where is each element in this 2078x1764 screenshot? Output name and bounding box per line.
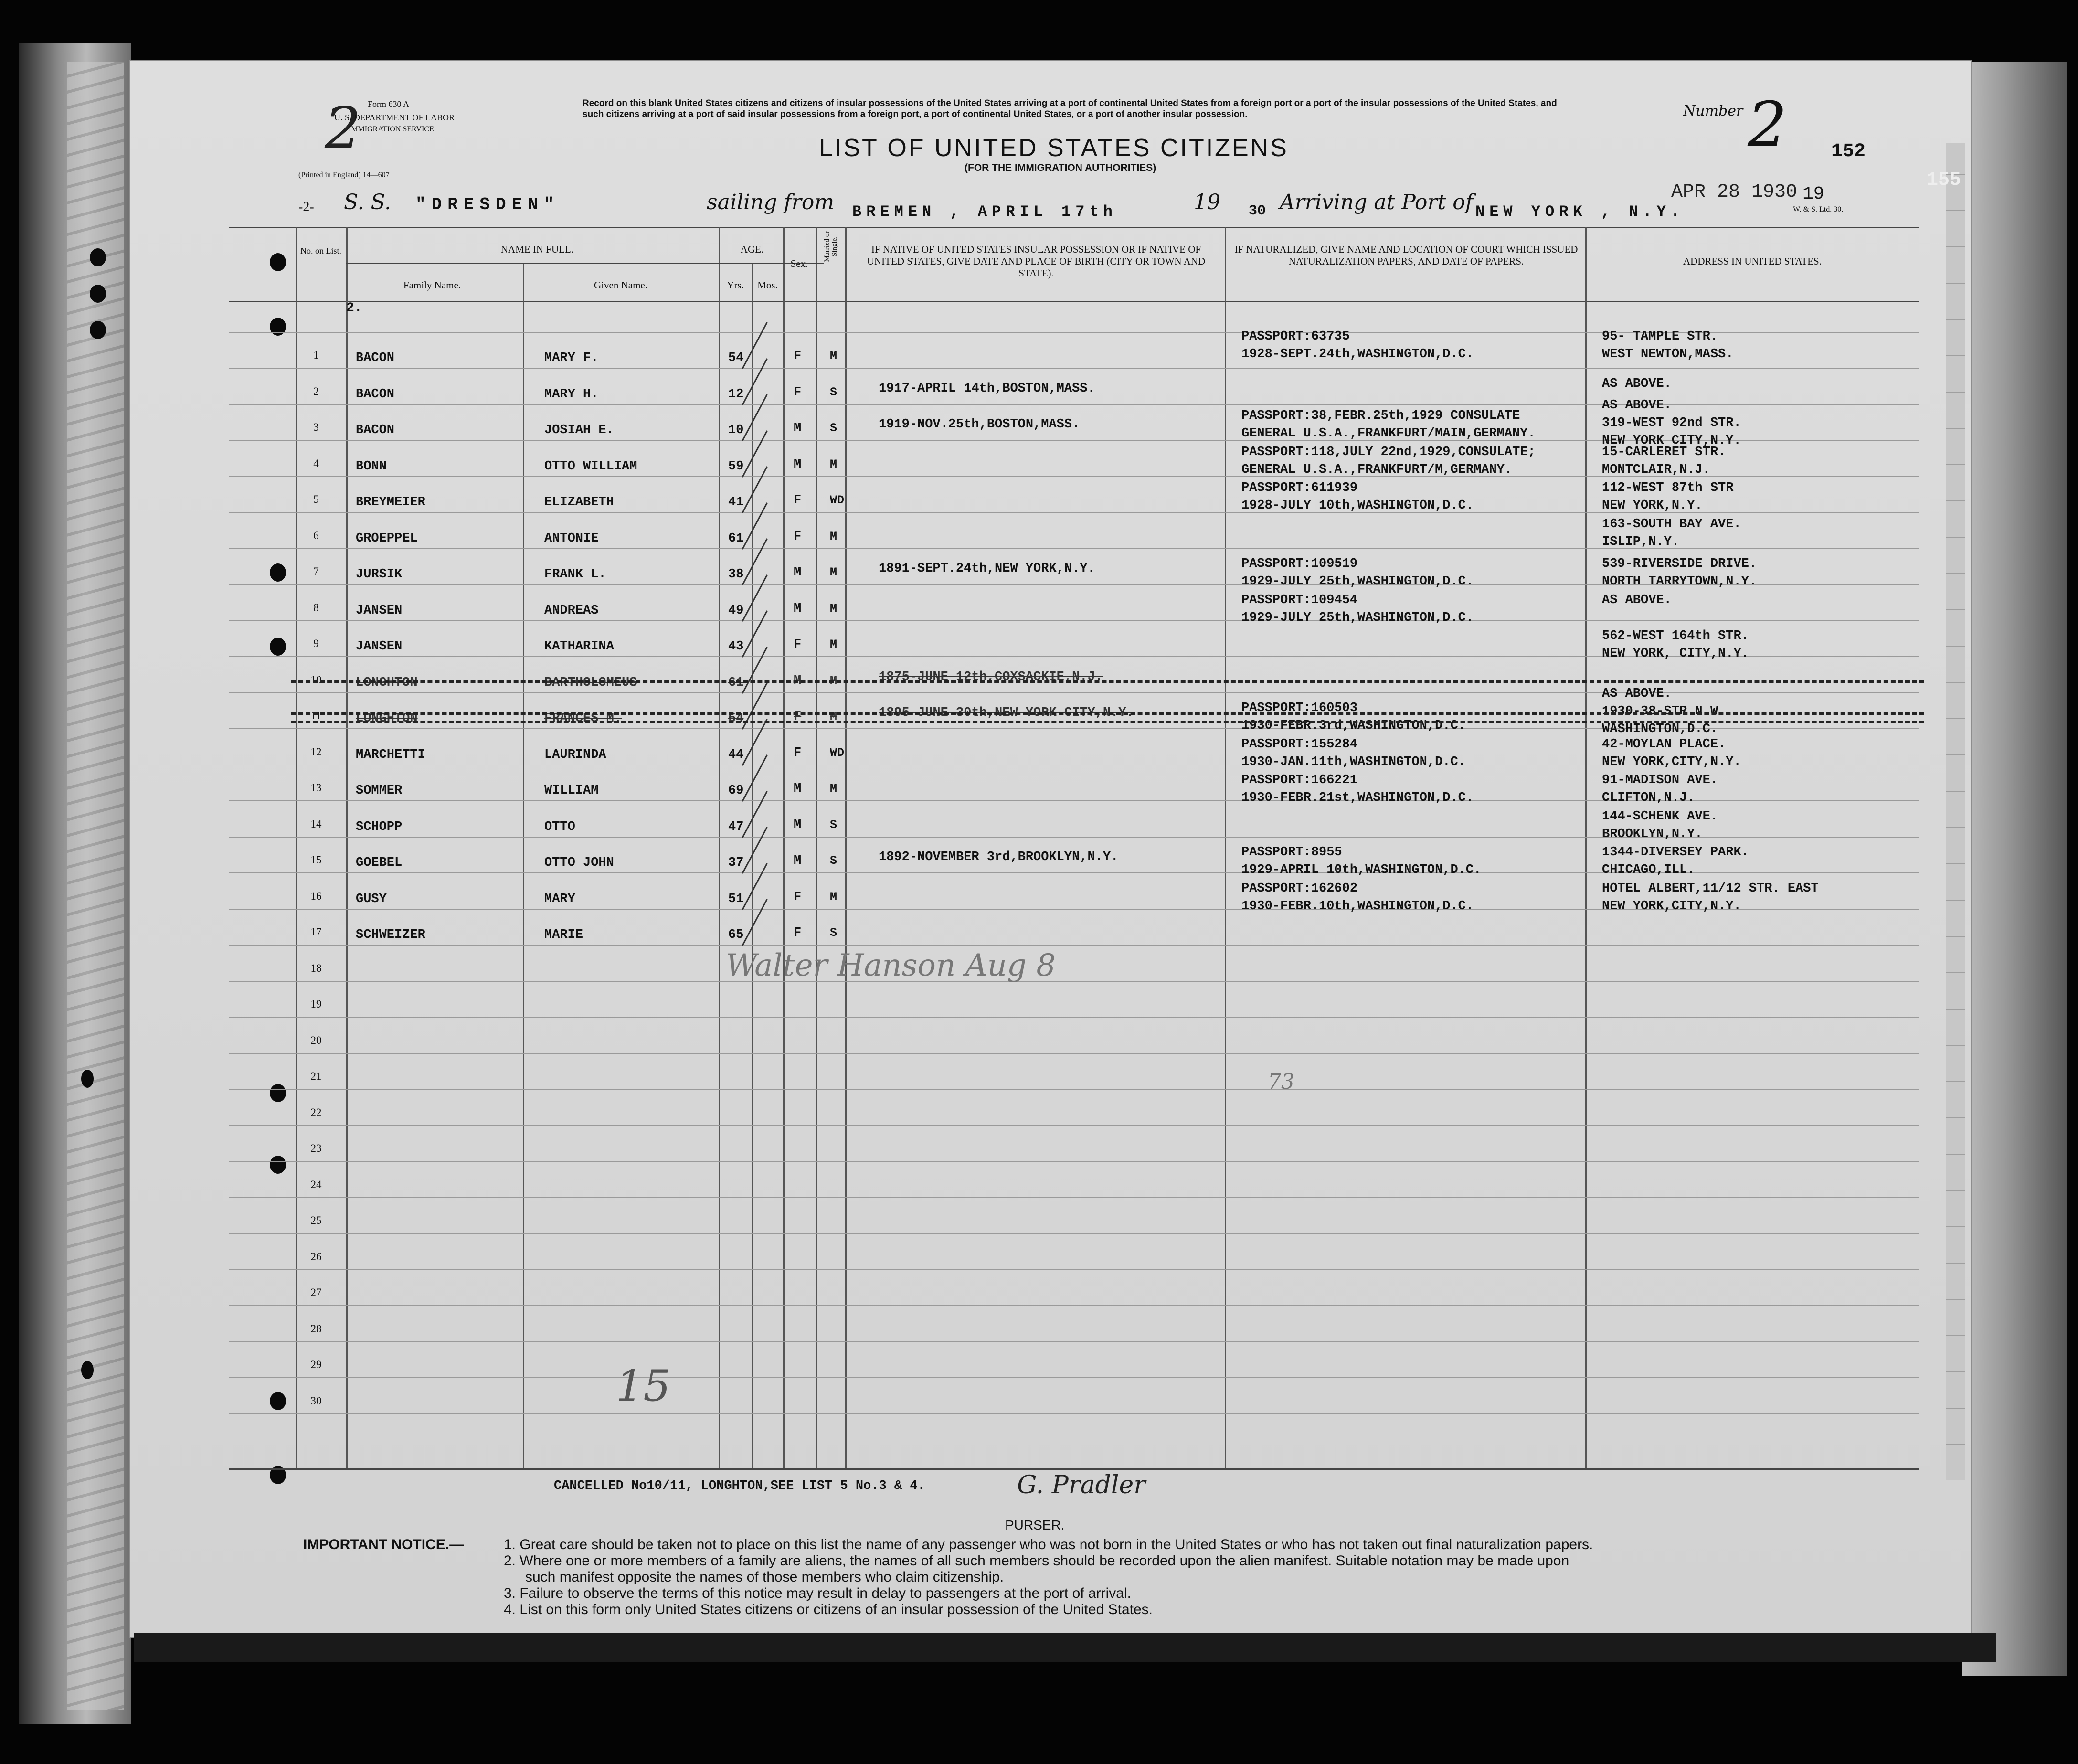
handwritten-15: 15 <box>616 1361 671 1411</box>
marital-status: M <box>830 601 838 616</box>
row-rule <box>229 1053 1919 1054</box>
address-line: 95- TAMPLE STR. <box>1602 329 1718 344</box>
row-rule <box>229 1125 1919 1126</box>
address-line: AS ABOVE. <box>1602 376 1672 391</box>
birth-info: 1919-NOV.25th,BOSTON,MASS. <box>879 417 1080 432</box>
col-divider <box>719 227 720 1468</box>
given-name: OTTO JOHN <box>544 856 614 870</box>
row-number: 30 <box>310 1394 322 1407</box>
col-header-sex: Sex. <box>790 258 808 269</box>
punch-hole <box>81 1070 94 1088</box>
row-number: 9 <box>313 638 319 649</box>
sex: M <box>794 601 802 616</box>
address-line: AS ABOVE. <box>1602 593 1672 607</box>
row-rule <box>229 1377 1919 1378</box>
naturalization-line: GENERAL U.S.A.,FRANKFURT/MAIN,GERMANY. <box>1241 426 1536 441</box>
naturalization-line: PASSPORT:118,JULY 22nd,1929,CONSULATE; <box>1241 445 1536 459</box>
address-line: NEW YORK,CITY,N.Y. <box>1602 754 1741 769</box>
naturalization-line: PASSPORT:166221 <box>1241 773 1358 787</box>
naturalization-line: PASSPORT:155284 <box>1241 737 1358 752</box>
col-divider <box>1225 227 1226 1468</box>
row-number: 16 <box>310 890 322 902</box>
given-name: WILLIAM <box>544 784 599 798</box>
notice-item-4: 4. List on this form only United States citizens or citizens of an insular possession of the United States. <box>504 1602 1153 1617</box>
family-name: GROEPPEL <box>356 531 418 546</box>
given-name: ELIZABETH <box>544 495 614 510</box>
row-number: 10 <box>310 673 322 686</box>
age-years: 51 <box>728 892 744 906</box>
family-name: BACON <box>356 351 395 365</box>
col-divider <box>523 263 524 1468</box>
naturalization-line: 1928-SEPT.24th,WASHINGTON,D.C. <box>1241 347 1474 361</box>
col-divider <box>752 263 753 1468</box>
col-header-age: AGE. <box>740 244 764 255</box>
group-number: 2. <box>346 301 362 316</box>
name-age-subrule <box>346 263 824 264</box>
row-number: 5 <box>313 493 319 505</box>
date-stamp-extra: 19 <box>1802 184 1824 204</box>
address-line: NEW YORK,N.Y. <box>1602 499 1703 513</box>
row-number: 8 <box>313 601 319 614</box>
arriving-value: NEW YORK , N.Y. <box>1475 203 1685 221</box>
sex: F <box>794 493 802 508</box>
row-number: 2 <box>313 385 319 397</box>
sex: M <box>794 457 802 472</box>
row-rule <box>229 1197 1919 1198</box>
sex: M <box>794 673 802 688</box>
age-years: 61 <box>728 675 744 690</box>
family-name: BACON <box>356 423 395 437</box>
row-number: 28 <box>310 1322 322 1335</box>
right-margin-rules <box>1946 143 1965 1480</box>
age-years: 54 <box>728 351 744 365</box>
given-name: OTTO <box>544 819 575 834</box>
number-label: Number <box>1683 103 1743 119</box>
marital-status: S <box>830 421 838 435</box>
cancel-line <box>291 721 1924 723</box>
notice-item-3: 3. Failure to observe the terms of this notice may result in delay to passengers at the port of arrival. <box>504 1585 1131 1601</box>
family-name: LONGHTON <box>356 675 418 690</box>
address-line: 91-MADISON AVE. <box>1602 773 1718 787</box>
page-stamp: 152 <box>1831 141 1866 162</box>
family-name: BREYMEIER <box>356 495 425 510</box>
row-number: 12 <box>310 745 322 758</box>
age-years: 44 <box>728 747 744 762</box>
row-number: 25 <box>310 1214 322 1226</box>
col-header-married: Married or Single. <box>823 231 838 262</box>
sex: F <box>794 926 802 940</box>
address-line: CLIFTON,N.J. <box>1602 791 1695 805</box>
family-name: SCHWEIZER <box>356 928 425 942</box>
handwritten-signature-note: Walter Hanson Aug 8 <box>726 948 1056 983</box>
address-line: AS ABOVE. <box>1602 398 1672 413</box>
given-name: ANDREAS <box>544 603 599 618</box>
notice-title: IMPORTANT NOTICE.— <box>303 1537 464 1552</box>
sailing-from-label: sailing from <box>707 190 835 214</box>
purser-signature: G. Pradler <box>1017 1471 1146 1499</box>
address-line: MONTCLAIR,N.J. <box>1602 462 1710 477</box>
naturalization-line: PASSPORT:8955 <box>1241 845 1342 860</box>
number-value: 2 <box>1748 88 1787 161</box>
address-line: 1930-38-STR.N.W. <box>1602 704 1726 719</box>
row-number: 24 <box>310 1178 322 1190</box>
punch-hole <box>270 1084 286 1102</box>
date-stamp: APR 28 1930 <box>1671 181 1798 203</box>
sex: M <box>794 565 802 580</box>
row-number: 22 <box>310 1106 322 1118</box>
age-years: 54 <box>728 712 744 726</box>
ledger-page-edges-right <box>1962 62 2067 1676</box>
table-bottom-rule <box>229 1468 1919 1470</box>
birth-info: 1875-JUNE 12th,COXSACKIE,N.J. <box>879 669 1103 684</box>
row-rule <box>229 368 1919 369</box>
row-number: 29 <box>310 1359 322 1371</box>
intro-text: Record on this blank United States citizens and citizens of insular possessions of the United States arriving at a port of continental United States from a foreign port or a port of the insular possessions of the United States, and such citizens arriving at a port of said insular possessions from a foreign port, a port of continental United States, or a port of another insular possession. <box>583 98 1557 119</box>
marital-status: S <box>830 818 838 832</box>
sex: F <box>794 710 802 724</box>
col-header-given: Given Name. <box>594 279 647 291</box>
age-years: 59 <box>728 459 744 474</box>
punch-hole <box>270 253 286 271</box>
family-name: BONN <box>356 459 387 474</box>
age-years: 43 <box>728 639 744 654</box>
col-divider <box>783 227 785 1468</box>
row-number: 23 <box>310 1142 322 1154</box>
punch-hole <box>270 1156 286 1174</box>
address-line: NEW YORK CITY,N.Y. <box>1602 434 1741 448</box>
row-number: 19 <box>310 998 322 1010</box>
given-name: KATHARINA <box>544 639 614 654</box>
row-rule <box>229 981 1919 982</box>
row-number: 18 <box>310 962 322 974</box>
family-name: LONGHTON <box>356 712 418 726</box>
marital-status: S <box>830 385 838 399</box>
address-line: 15-CARLERET STR. <box>1602 445 1726 459</box>
row-rule <box>229 1413 1919 1414</box>
address-line: 1344-DIVERSEY PARK. <box>1602 845 1749 860</box>
marital-status: M <box>830 565 838 579</box>
address-line: 163-SOUTH BAY AVE. <box>1602 517 1741 531</box>
cancel-line <box>291 712 1924 715</box>
given-name: OTTO WILLIAM <box>544 459 637 474</box>
marital-status: M <box>830 457 838 471</box>
sex: F <box>794 638 802 652</box>
naturalization-line: PASSPORT:611939 <box>1241 481 1358 495</box>
address-line: 144-SCHENK AVE. <box>1602 809 1718 824</box>
row-number: 13 <box>310 782 322 794</box>
sex: F <box>794 745 802 760</box>
col-divider <box>845 227 847 1468</box>
notice-item-1: 1. Great care should be taken not to place on this list the name of any passenger who was not born in the United States or who has not taken out final naturalization papers. <box>504 1537 1593 1552</box>
address-line: CHICAGO,ILL. <box>1602 863 1695 877</box>
punch-hole <box>270 563 286 582</box>
col-divider <box>1585 227 1587 1468</box>
page-subtitle: (FOR THE IMMIGRATION AUTHORITIES) <box>965 162 1156 173</box>
department: U. S. DEPARTMENT OF LABOR <box>334 113 455 122</box>
marital-status: M <box>830 890 838 904</box>
marital-status: M <box>830 782 838 796</box>
address-line: 539-RIVERSIDE DRIVE. <box>1602 557 1757 571</box>
scan-bottom-edge <box>134 1633 1996 1662</box>
sex: M <box>794 782 802 796</box>
printer-note: W. & S. Ltd. 30. <box>1793 205 1844 213</box>
age-years: 37 <box>728 856 744 870</box>
address-line: ISLIP,N.Y. <box>1602 534 1680 549</box>
col-header-mos: Mos. <box>757 279 778 291</box>
birth-info: 1892-NOVEMBER 3rd,BROOKLYN,N.Y. <box>879 850 1119 864</box>
row-number: 17 <box>310 926 322 938</box>
row-number: 26 <box>310 1250 322 1263</box>
given-name: FRANK L. <box>544 567 606 582</box>
given-name: MARY H. <box>544 387 599 402</box>
marital-status: M <box>830 529 838 543</box>
naturalization-line: PASSPORT:162602 <box>1241 881 1358 896</box>
naturalization-line: 1929-JULY 25th,WASHINGTON,D.C. <box>1241 610 1474 625</box>
naturalization-line: 1930-FEBR.3rd,WASHINGTON,D.C. <box>1241 719 1466 733</box>
row-number: 6 <box>313 529 319 542</box>
naturalization-line: 1928-JULY 10th,WASHINGTON,D.C. <box>1241 499 1474 513</box>
naturalization-line: PASSPORT:109454 <box>1241 593 1358 607</box>
age-years: 10 <box>728 423 744 437</box>
row-rule <box>229 1269 1919 1270</box>
given-name: FRANCES M. <box>544 712 622 726</box>
outer-page-number: 155 <box>1927 170 1961 191</box>
purser-label: PURSER. <box>1005 1518 1065 1532</box>
sex: M <box>794 854 802 868</box>
table-top-rule <box>229 227 1919 228</box>
age-years: 47 <box>728 819 744 834</box>
punch-hole <box>270 638 286 656</box>
printed-note: (Printed in England) 14—607 <box>298 171 390 179</box>
sex: F <box>794 890 802 904</box>
row-number: 20 <box>310 1034 322 1046</box>
punch-hole <box>90 248 106 266</box>
address-line: BROOKLYN,N.Y. <box>1602 827 1703 841</box>
address-line: HOTEL ALBERT,11/12 STR. EAST <box>1602 881 1819 896</box>
arriving-label: Arriving at Port of <box>1280 190 1474 214</box>
form-number: Form 630 A <box>368 99 410 109</box>
naturalization-line: 1929-APRIL 10th,WASHINGTON,D.C. <box>1241 863 1482 877</box>
naturalization-line: 1930-FEBR.21st,WASHINGTON,D.C. <box>1241 791 1474 805</box>
family-name: JURSIK <box>356 567 403 582</box>
marital-status: S <box>830 854 838 868</box>
address-line: 112-WEST 87th STR <box>1602 481 1734 495</box>
punch-hole <box>270 1392 286 1410</box>
row-rule <box>229 1341 1919 1342</box>
birth-info: 1891-SEPT.24th,NEW YORK,N.Y. <box>879 562 1095 576</box>
col-divider <box>296 227 297 1468</box>
col-header-naturalized: IF NATURALIZED, GIVE NAME AND LOCATION OF COURT WHICH ISSUED NATURALIZATION PAPERS, AND DATE OF PAPERS. <box>1234 244 1578 267</box>
birth-info: 1895-JUNE 30th,NEW YORK CITY,N.Y. <box>879 706 1134 720</box>
family-name: SOMMER <box>356 784 403 798</box>
family-name: SCHOPP <box>356 819 403 834</box>
family-name: JANSEN <box>356 603 403 618</box>
birth-info: 1917-APRIL 14th,BOSTON,MASS. <box>879 381 1095 396</box>
row-rule <box>229 1089 1919 1090</box>
ship-name: "DRESDEN" <box>415 195 560 214</box>
col-header-address: ADDRESS IN UNITED STATES. <box>1683 255 1822 267</box>
naturalization-line: PASSPORT:160503 <box>1241 701 1358 715</box>
address-line: 42-MOYLAN PLACE. <box>1602 737 1726 752</box>
age-years: 38 <box>728 567 744 582</box>
row-number: 1 <box>313 349 319 361</box>
naturalization-line: PASSPORT:109519 <box>1241 557 1358 571</box>
given-name: JOSIAH E. <box>544 423 614 437</box>
age-years: 69 <box>728 784 744 798</box>
notice-item-2: 2. Where one or more members of a family are aliens, the names of all such members should be recorded upon the alien manifest. Suitable notation may be made upon <box>504 1553 1569 1569</box>
marital-status: WD <box>830 745 845 760</box>
address-line: AS ABOVE. <box>1602 687 1672 701</box>
sex: M <box>794 421 802 436</box>
row-rule <box>229 1017 1919 1018</box>
row-rule <box>229 1305 1919 1306</box>
col-divider <box>346 227 348 1468</box>
punch-hole <box>90 321 106 339</box>
cancelled-note: CANCELLED No10/11, LONGHTON,SEE LIST 5 No.3 & 4. <box>554 1479 925 1493</box>
given-name: BARTHOLOMEUS <box>544 675 637 690</box>
age-years: 65 <box>728 928 744 942</box>
address-line: NORTH TARRYTOWN,N.Y. <box>1602 574 1757 589</box>
table-header-rule <box>229 301 1919 302</box>
service: IMMIGRATION SERVICE <box>349 125 434 133</box>
row-number: 15 <box>310 854 322 866</box>
col-header-family: Family Name. <box>403 279 461 291</box>
naturalization-line: 1930-JAN.11th,WASHINGTON,D.C. <box>1241 754 1466 769</box>
family-name: BACON <box>356 387 395 402</box>
family-name: GUSY <box>356 892 387 906</box>
address-line: NEW YORK, CITY,N.Y. <box>1602 647 1749 661</box>
address-line: NEW YORK,CITY,N.Y. <box>1602 899 1741 914</box>
row-rule <box>229 1233 1919 1234</box>
given-name: LAURINDA <box>544 747 606 762</box>
row-number: 4 <box>313 457 319 469</box>
family-name: GOEBEL <box>356 856 403 870</box>
year-value: 30 <box>1249 203 1266 219</box>
handwritten-73: 73 <box>1268 1070 1294 1094</box>
age-years: 41 <box>728 495 744 510</box>
sex: F <box>794 529 802 544</box>
naturalization-line: 1930-FEBR.10th,WASHINGTON,D.C. <box>1241 899 1474 914</box>
row-number: 14 <box>310 818 322 830</box>
ss-label: S. S. <box>344 190 392 214</box>
page-title: LIST OF UNITED STATES CITIZENS <box>819 134 1289 162</box>
given-name: MARIE <box>544 928 583 942</box>
cancel-line <box>291 680 1924 683</box>
col-header-name: NAME IN FULL. <box>500 244 574 255</box>
col-header-no: No. on List. <box>300 246 341 255</box>
age-years: 61 <box>728 531 744 546</box>
row-rule <box>229 1161 1919 1162</box>
notice-item-2-cont: such manifest opposite the names of those members who claim citizenship. <box>525 1569 1004 1585</box>
given-name: MARY <box>544 892 575 906</box>
row-number: 3 <box>313 421 319 433</box>
given-name: ANTONIE <box>544 531 599 546</box>
marital-status: M <box>830 638 838 651</box>
address-line: 319-WEST 92nd STR. <box>1602 416 1741 430</box>
address-line: WASHINGTON,D.C. <box>1602 722 1718 736</box>
col-divider <box>816 227 817 1468</box>
family-name: MARCHETTI <box>356 747 425 762</box>
marital-status: M <box>830 349 838 363</box>
handwritten-list-number: 2 <box>325 96 361 162</box>
sex: F <box>794 349 802 363</box>
punch-hole <box>270 318 286 336</box>
naturalization-line: PASSPORT:63735 <box>1241 329 1350 344</box>
ship-prefix: -2- <box>298 200 314 214</box>
col-header-birth: IF NATIVE OF UNITED STATES INSULAR POSSESSION OR IF NATIVE OF UNITED STATES, GIVE DATE AND PLACE OF BIRTH (CITY OR TOWN AND STATE). <box>867 244 1206 279</box>
family-name: JANSEN <box>356 639 403 654</box>
row-number: 11 <box>310 710 322 722</box>
naturalization-line: GENERAL U.S.A.,FRANKFURT/M,GERMANY. <box>1241 462 1513 477</box>
sex: F <box>794 385 802 400</box>
marital-status: WD <box>830 493 845 507</box>
age-years: 49 <box>728 603 744 618</box>
punch-hole <box>90 285 106 303</box>
marital-status: S <box>830 926 838 940</box>
ledger-page-edges <box>67 62 124 1710</box>
row-rule <box>229 945 1919 946</box>
naturalization-line: 1929-JULY 25th,WASHINGTON,D.C. <box>1241 574 1474 589</box>
punch-hole <box>81 1361 94 1379</box>
row-number: 7 <box>313 565 319 577</box>
sex: M <box>794 818 802 832</box>
row-number: 21 <box>310 1070 322 1082</box>
marital-status: M <box>830 710 838 723</box>
row-rule <box>229 620 1919 621</box>
address-line: 562-WEST 164th STR. <box>1602 629 1749 643</box>
address-line: WEST NEWTON,MASS. <box>1602 347 1734 361</box>
given-name: MARY F. <box>544 351 599 365</box>
marital-status: M <box>830 673 838 688</box>
naturalization-line: PASSPORT:38,FEBR.25th,1929 CONSULATE <box>1241 409 1520 423</box>
col-header-yrs: Yrs. <box>727 279 744 291</box>
age-years: 12 <box>728 387 744 402</box>
sailing-from-value: BREMEN , APRIL 17th <box>852 203 1117 221</box>
row-number: 27 <box>310 1286 322 1298</box>
year-label: 19 <box>1194 190 1220 214</box>
